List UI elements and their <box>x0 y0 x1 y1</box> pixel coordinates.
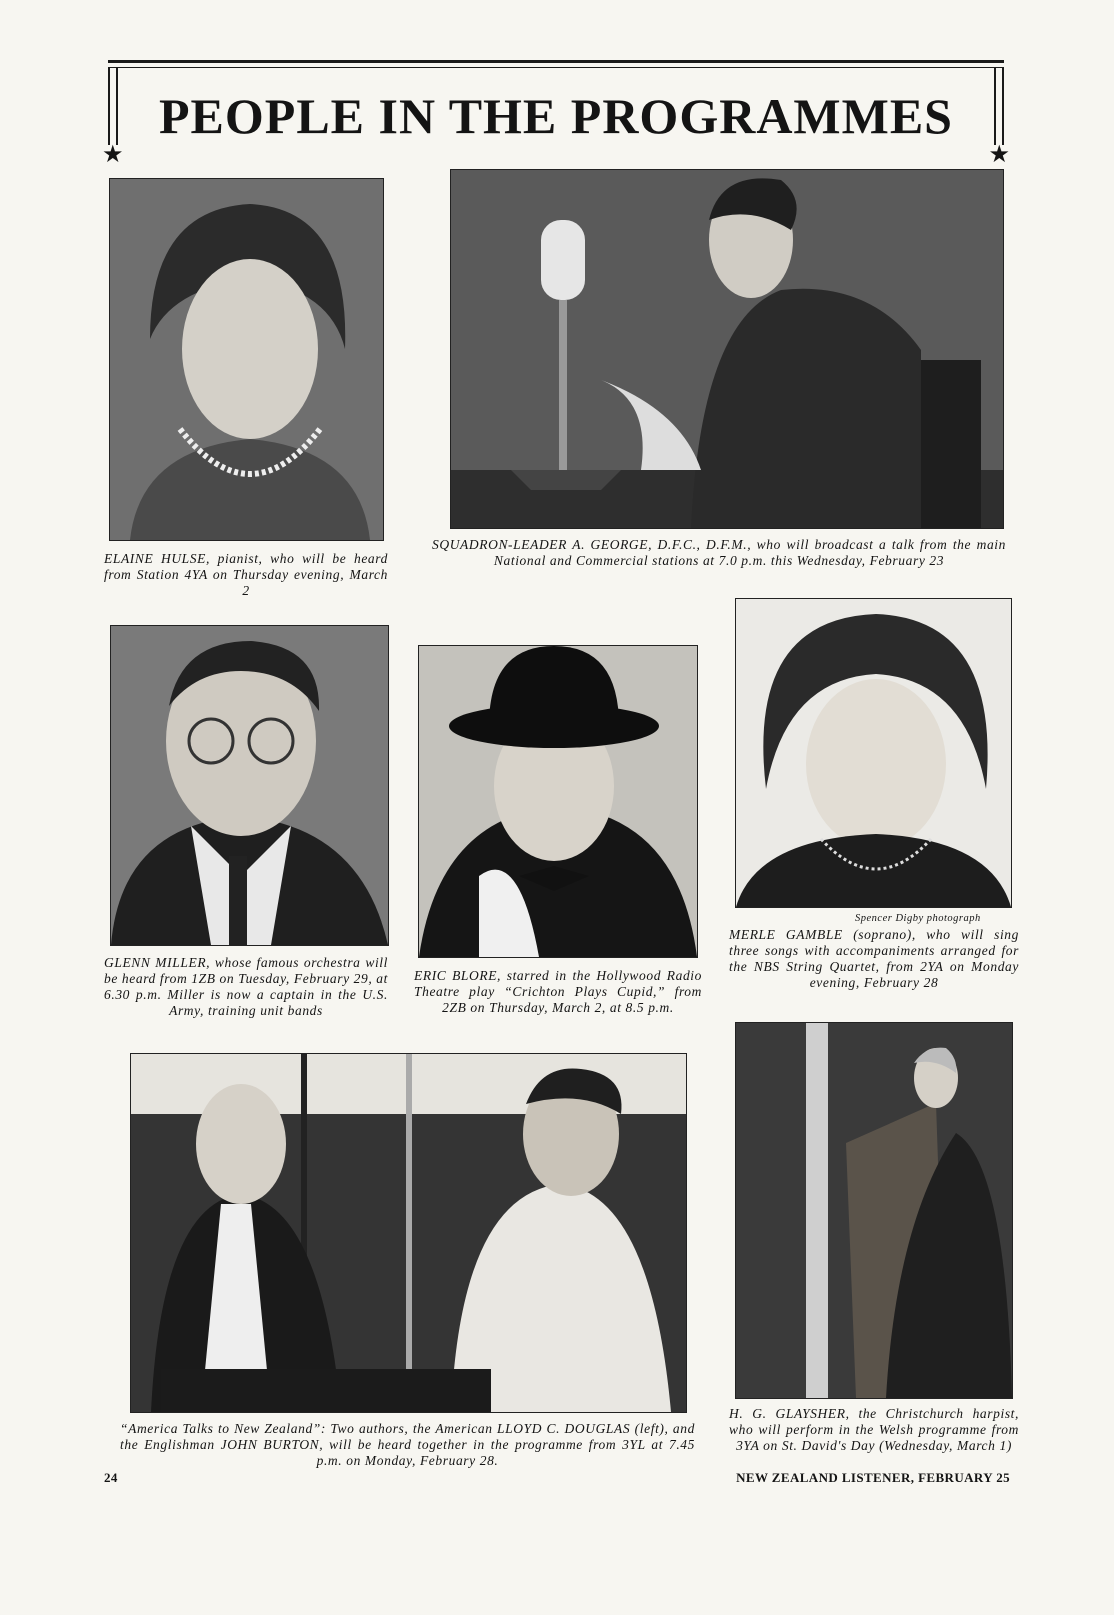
photo-credit-spencer-digby: Spencer Digby photograph <box>855 913 981 924</box>
caption-glenn-miller: GLENN MILLER, whose famous orchestra will be heard from 1ZB on Tuesday, February 29, at 6.30 p.m. Miller is now a captain in the U.S. Army, training unit bands <box>104 955 388 1018</box>
photo-merle-gamble <box>735 598 1012 908</box>
photo-glenn-miller <box>110 625 389 946</box>
photo-squadron-leader-george <box>450 169 1004 529</box>
page-title: PEOPLE IN THE PROGRAMMES <box>159 88 953 144</box>
caption-squadron-leader-george: SQUADRON-LEADER A. GEORGE, D.F.C., D.F.M., who will broadcast a talk from the main National and Commercial stations at 7.0 p.m. this Wednesday, February 23 <box>432 537 1006 568</box>
caption-eric-blore: ERIC BLORE, starred in the Hollywood Radio Theatre play “Crichton Plays Cupid,” from 2ZB on Thursday, March 2, at 8.5 p.m. <box>414 968 702 1015</box>
title-banner <box>102 60 1010 168</box>
star-icon: ★ <box>988 142 1010 168</box>
caption-merle-gamble: MERLE GAMBLE (soprano), who will sing three songs with accompaniments arranged for the NBS String Quartet, from 2YA on Monday evening, February 28 <box>729 927 1019 990</box>
caption-h-g-glaysher: H. G. GLAYSHER, the Christchurch harpist, who will perform in the Welsh programme from 3YA on St. David's Day (Wednesday, March 1) <box>729 1406 1019 1453</box>
photo-elaine-hulse <box>109 178 384 541</box>
star-icon: ★ <box>102 142 124 168</box>
publication-line: NEW ZEALAND LISTENER, FEBRUARY 25 <box>736 1470 1010 1485</box>
photo-douglas-and-burton <box>130 1053 687 1413</box>
caption-elaine-hulse: ELAINE HULSE, pianist, who will be heard from Station 4YA on Thursday evening, March 2 <box>104 551 388 598</box>
photo-h-g-glaysher <box>735 1022 1013 1399</box>
photo-eric-blore <box>418 645 698 958</box>
page-number: 24 <box>104 1470 118 1485</box>
caption-douglas-and-burton: “America Talks to New Zealand”: Two authors, the American LLOYD C. DOUGLAS (left), and the Englishman JOHN BURTON, will be heard together in the programme from 3YL at 7.45 p.m. on Monday, February 28. <box>120 1421 695 1468</box>
